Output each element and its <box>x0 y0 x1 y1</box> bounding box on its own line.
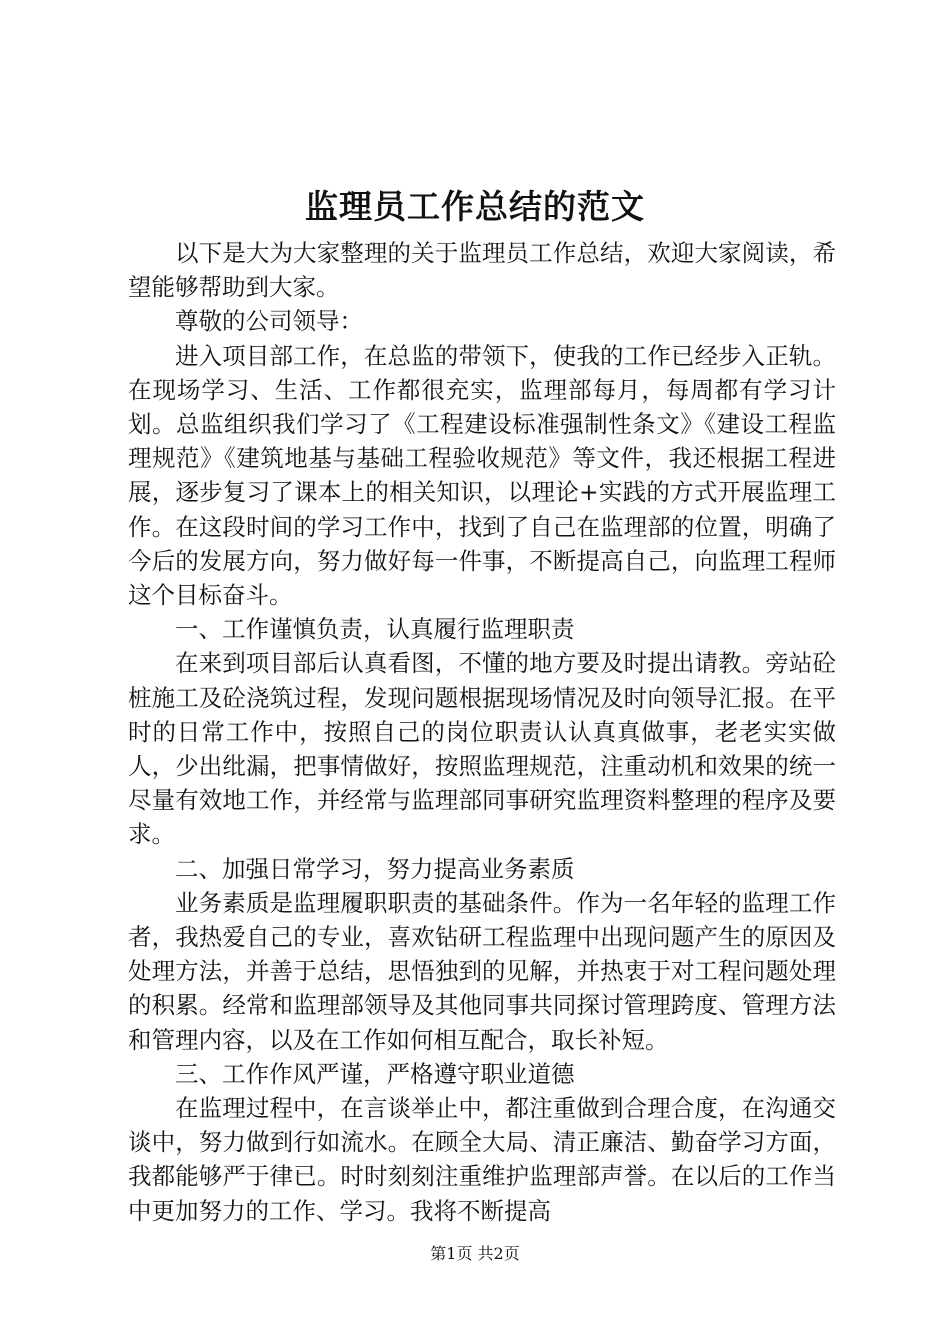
body-paragraph: 业务素质是监理履职职责的基础条件。作为一名年轻的监理工作者，我热爱自己的专业，喜欢钻研工程监理中出现问题产生的原因及处理方法，并善于总结，思悟独到的见解，并热衷于对工程问题处理的积累。经常和监理部领导及其他同事共同探讨管理跨度、管理方法和管理内容，以及在工作如何相互配合，取长补短。 <box>128 888 836 1054</box>
section-heading: 三、工作作风严谨，严格遵守职业道德 <box>175 1059 575 1088</box>
body-paragraph: 在监理过程中，在言谈举止中，都注重做到合理合度，在沟通交谈中，努力做到行如流水。在顾全大局、清正廉洁、勤奋学习方面，我都能够严于律已。时时刻刻注重维护监理部声誉。在以后的工作当中更加努力的工作、学习。我将不断提高 <box>128 1094 836 1225</box>
body-paragraph: 进入项目部工作，在总监的带领下，使我的工作已经步入正轨。在现场学习、生活、工作都很充实，监理部每月，每周都有学习计划。总监组织我们学习了《工程建设标准强制性条文》《建设工程监理规范》《建筑地基与基础工程验收规范》等文件，我还根据工程进展，逐步复习了课本上的相关知识，以理论+实践的方式开展监理工作。在这段时间的学习工作中，找到了自己在监理部的位置，明确了今后的发展方向，努力做好每一件事，不断提高自己，向监理工程师这个目标奋斗。 <box>128 341 836 610</box>
page-footer: 第1页 共2页 <box>430 1244 520 1263</box>
document-body <box>128 236 836 1228</box>
document-title: 监理员工作总结的范文 <box>305 187 645 226</box>
salutation-paragraph: 尊敬的公司领导： <box>175 307 363 336</box>
section-heading: 一、工作谨慎负责，认真履行监理职责 <box>175 615 575 644</box>
section-heading: 二、加强日常学习，努力提高业务素质 <box>175 854 575 883</box>
intro-paragraph: 以下是大为大家整理的关于监理员工作总结，欢迎大家阅读，希望能够帮助到大家。 <box>128 239 836 302</box>
body-paragraph: 在来到项目部后认真看图，不懂的地方要及时提出请教。旁站砼桩施工及砼浇筑过程，发现问题根据现场情况及时向领导汇报。在平时的日常工作中，按照自己的岗位职责认认真真做事，老老实实做人，少出纰漏，把事情做好，按照监理规范，注重动机和效果的统一尽量有效地工作，并经常与监理部同事研究监理资料整理的程序及要求。 <box>128 649 836 849</box>
